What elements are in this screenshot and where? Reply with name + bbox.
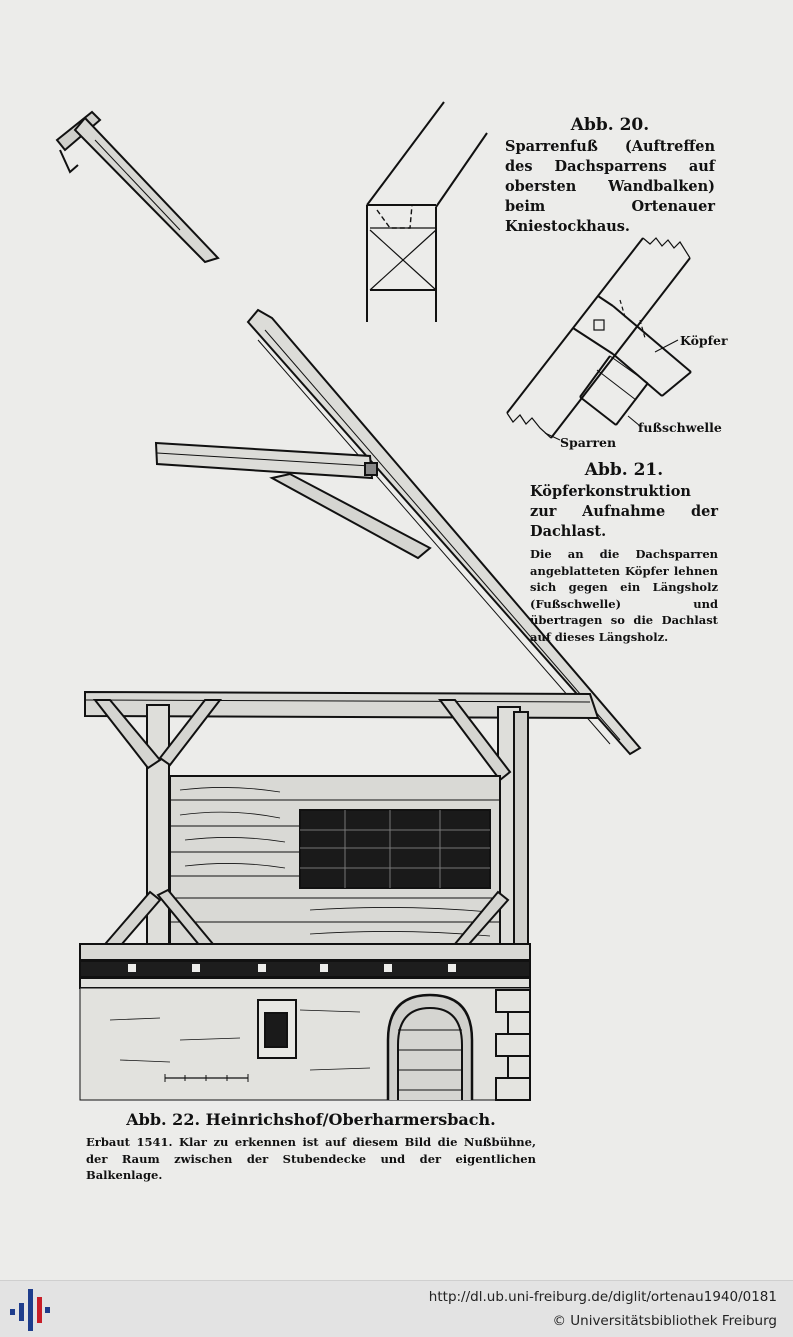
fig20-caption — [505, 115, 715, 237]
fig21-diagram — [507, 238, 691, 440]
fig20-title: Abb. 20. — [570, 115, 650, 135]
fig22-title: Abb. 22. Heinrichshof/Oberharmersbach. — [126, 1110, 496, 1129]
copyright-text: © Universitätsbibliothek Freiburg — [552, 1313, 777, 1329]
fig21-subtitle: Köpferkonstruktion zur Aufnahme der Dachlast. — [530, 483, 718, 540]
fig20-diagram — [367, 102, 487, 322]
label-koepfer: Köpfer — [680, 333, 728, 348]
fig22-house-drawing — [80, 310, 640, 1100]
fig21-text: Die an die Dachsparren angeblatteten Köpfer lehnen sich gegen ein Längsholz (Fußschwelle) und übertragen so die Dachlast auf dieses Längsholz. — [530, 547, 718, 644]
rafter-sketch-small — [57, 112, 218, 262]
permalink-url[interactable]: http://dl.ub.uni-freiburg.de/diglit/ortenau1940/0181 — [428, 1289, 777, 1305]
footer-bar — [0, 1280, 793, 1337]
ub-freiburg-logo-icon — [10, 1289, 50, 1331]
label-sparren: Sparren — [560, 435, 617, 450]
fig22-caption — [86, 1110, 536, 1184]
label-fussschwelle: fußschwelle — [638, 420, 722, 435]
fig20-text: Sparrenfuß (Auftreffen des Dachsparrens auf obersten Wandbalken) beim Ortenauer Kniestockhaus. — [505, 138, 715, 235]
fig21-caption — [530, 460, 718, 645]
fig21-title: Abb. 21. — [584, 460, 664, 480]
fig22-text: Erbaut 1541. Klar zu erkennen ist auf diesem Bild die Nußbühne, der Raum zwischen der Stubendecke und der eigentlichen Balkenlage. — [86, 1135, 536, 1182]
